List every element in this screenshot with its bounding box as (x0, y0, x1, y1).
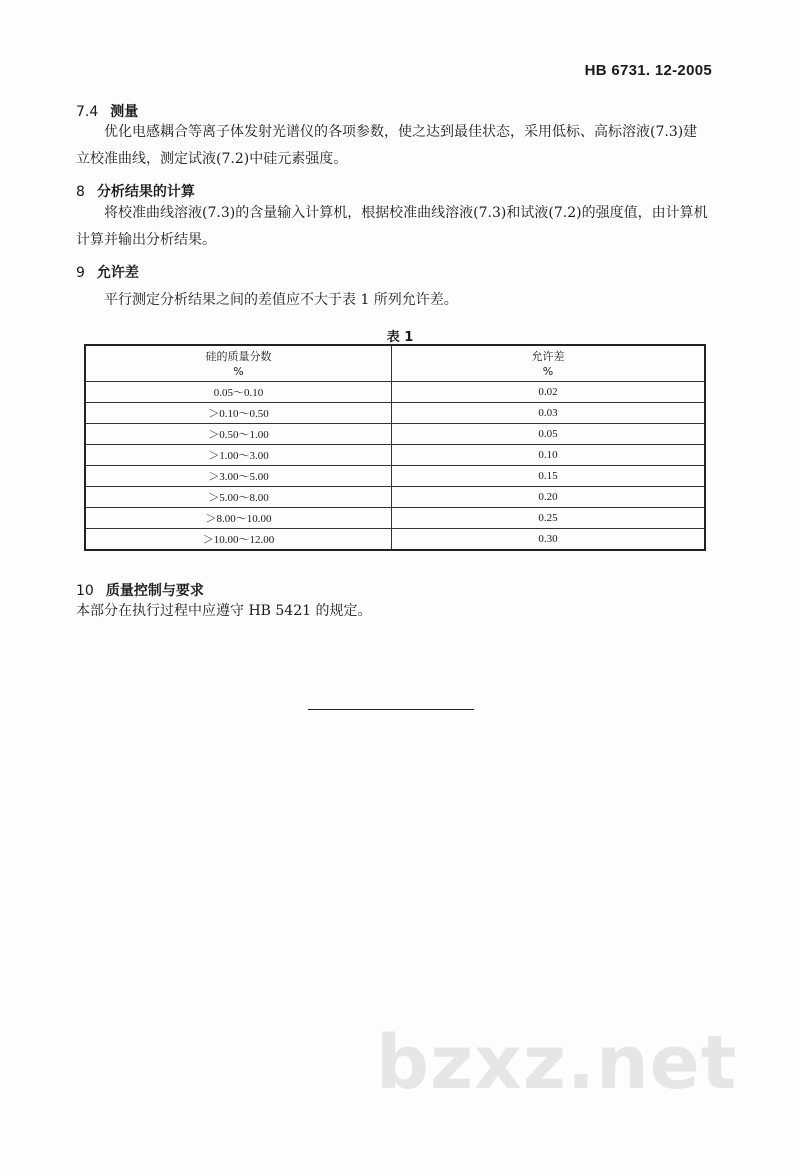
table-header-cell (392, 345, 706, 382)
section-number: 8 (76, 184, 85, 200)
table-cell: ＞0.10～0.50 (85, 403, 392, 424)
tolerance-table (84, 344, 706, 551)
table-header-row (85, 345, 705, 382)
section-7-4-paragraph (76, 119, 726, 173)
section-8-paragraph (76, 200, 726, 254)
table-cell: 0.05 (392, 424, 706, 445)
table-row (85, 382, 705, 403)
end-rule (308, 709, 474, 710)
section-8-heading (76, 181, 195, 201)
table-caption: 表 1 (386, 330, 414, 345)
table-row (85, 445, 705, 466)
section-title: 质量控制与要求 (105, 583, 204, 599)
section-title: 分析结果的计算 (96, 184, 195, 200)
table-cell: 0.03 (392, 403, 706, 424)
table-cell: ＞8.00～10.00 (85, 508, 392, 529)
table-cell: 0.30 (392, 529, 706, 551)
document-code: HB 6731. 12-2005 (584, 62, 712, 79)
table-cell: ＞5.00～8.00 (85, 487, 392, 508)
section-title: 测量 (110, 104, 139, 120)
table-cell: ＞0.50～1.00 (85, 424, 392, 445)
table-cell: 0.05～0.10 (85, 382, 392, 403)
column-name: 硅的质量分数 (205, 349, 272, 363)
paragraph-line: 优化电感耦合等离子体发射光谱仪的各项参数，使之达到最佳状态，采用低标、高标溶液(7.3)建 (104, 124, 698, 140)
section-number: 10 (76, 583, 94, 599)
table-cell: 0.20 (392, 487, 706, 508)
table-cell: ＞3.00～5.00 (85, 466, 392, 487)
table-cell: 0.25 (392, 508, 706, 529)
section-9-heading (76, 262, 139, 282)
table-row (85, 508, 705, 529)
paragraph-line: 立校准曲线，测定试液(7.2)中硅元素强度。 (76, 151, 348, 167)
section-9-paragraph (76, 287, 726, 314)
section-number: 9 (76, 265, 85, 281)
watermark: bzxz.net (376, 1020, 738, 1106)
table-cell: ＞10.00～12.00 (85, 529, 392, 551)
column-unit: % (233, 364, 244, 378)
column-unit: % (542, 364, 554, 378)
table-cell: 0.10 (392, 445, 706, 466)
table-cell: 0.02 (392, 382, 706, 403)
column-name: 允许差 (531, 349, 565, 363)
section-10-heading (76, 580, 204, 600)
paragraph-line: 本部分在执行过程中应遵守 HB 5421 的规定。 (76, 603, 372, 619)
paragraph-line: 将校准曲线溶液(7.3)的含量输入计算机，根据校准曲线溶液(7.3)和试液(7.2)的强度值，由计算机 (104, 205, 708, 221)
table-row (85, 424, 705, 445)
table-row (85, 529, 705, 551)
table-header-cell (85, 345, 392, 382)
section-title: 允许差 (96, 265, 139, 281)
paragraph-line: 计算并输出分析结果。 (76, 232, 216, 248)
table-row (85, 466, 705, 487)
table-cell: 0.15 (392, 466, 706, 487)
paragraph-line: 平行测定分析结果之间的差值应不大于表 1 所列允许差。 (104, 292, 458, 308)
table-row (85, 403, 705, 424)
section-number: 7.4 (76, 104, 99, 120)
table-cell: ＞1.00～3.00 (85, 445, 392, 466)
section-10-paragraph (76, 598, 726, 625)
section-7-4-heading (76, 101, 138, 121)
table-row (85, 487, 705, 508)
